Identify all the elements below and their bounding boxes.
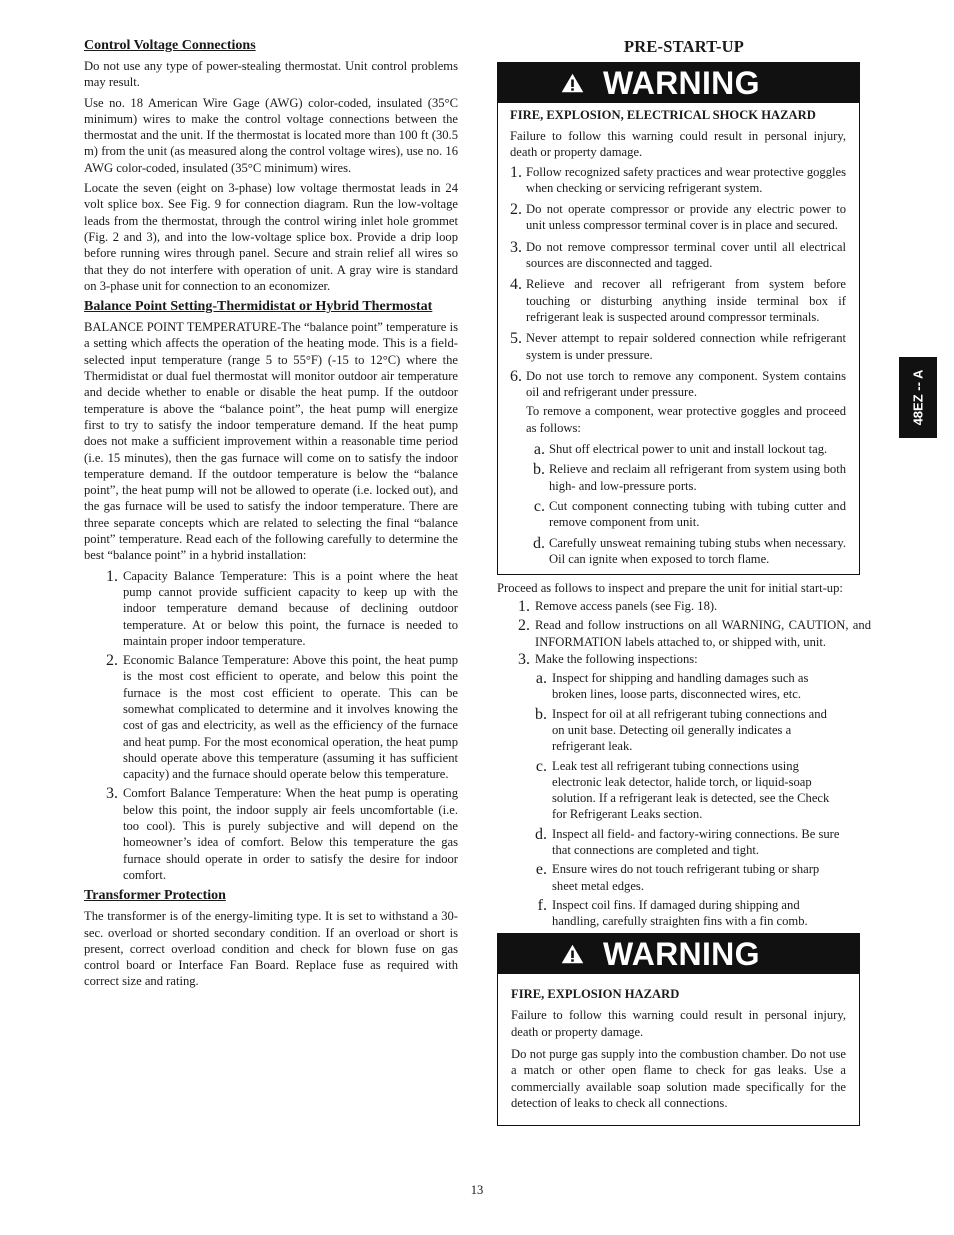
list-item-text: Inspect for oil at all refrigerant tubing connections and on unit base. Detecting oil generally indicates a refrigerant leak. [552,706,827,754]
list-item [518,617,871,650]
side-tab [899,357,937,438]
list-item-text: Remove access panels (see Fig. 18). [535,599,718,614]
list-item-text: Inspect for shipping and handling damages such as broken lines, loose parts, disconnected wires, etc. [552,671,809,702]
list-item-text: Do not use torch to remove any component. System contains oil and refrigerant under pressure. [526,368,846,400]
page-number: 13 [470,1183,484,1197]
model-label: 48EZ -- A [910,369,926,426]
list-item-number: 1. [518,598,530,616]
list-item-text: Cut component connecting tubing with tubing cutter and remove component from unit. [549,498,846,530]
list-item-text: Carefully unsweat remaining tubing stubs when necessary. Oil can ignite when exposed to torch flame. [549,535,846,566]
list-item-number: 2. [106,652,118,670]
list-item [510,330,846,366]
list-item-body [526,368,846,439]
list-item-number: 5. [510,330,522,348]
hazard-title: FIRE, EXPLOSION HAZARD [511,987,680,1002]
sub-list-item [535,706,840,755]
list-item-text: Inspect all field- and factory-wiring connections. Be sure that connections are completed and tight. [552,826,840,857]
warning-list [510,164,846,439]
list-item-number: 2. [518,617,530,635]
control-voltage-paragraph: Use no. 18 American Wire Gage (AWG) color-coded, insulated (35°C minimum) wires to make the control voltage connections between the thermostat and the unit. If the thermostat is located more than 100 ft (30.5 m) from the unit (as measured along the control voltage wires), use no. 16 AWG color-coded, insulated (35°C minimum) wires. [84,95,458,175]
warning-box-fire [497,933,860,1126]
list-item-text: Economic Balance Temperature: Above this point, the heat pump is the most cost efficient to operate, and below this point the furnace is the most cost efficient to operate. This can be somewhat complicated to determine and it involves knowing the cost of gas and electricity, as well as the efficiency of the furnace and heat pump. For the most economical operation, the heat pump should operate above this temperature (assuming it has sufficient capacity) and the furnace should operate below this temperature. [123,653,458,782]
warning-sublist [510,441,846,570]
left-column [84,37,458,994]
warning-header [498,63,859,103]
right-column [497,37,871,1126]
hazard-title: FIRE, EXPLOSION, ELECTRICAL SHOCK HAZARD [510,108,816,122]
list-item-text: Make the following inspections: [535,652,698,667]
warning-text: Do not purge gas supply into the combustion chamber. Do not use a match or other open flame to check for gas leaks. Use a commercially available soap solution made specifically for the detection of leaks to check all connections. [511,1047,846,1110]
list-item-text: Follow recognized safety practices and wear protective goggles when checking or servicing refrigerant system. [526,164,846,195]
list-item [510,164,846,200]
warning-box-electrical [497,62,860,575]
list-item [106,568,458,649]
list-item-number: 6. [510,367,522,385]
control-voltage-heading: Control Voltage Connections [84,38,256,53]
list-item-text: Inspect coil fins. If damaged during shipping and handling, carefully straighten fins with a fin comb. [552,897,808,929]
warning-intro: Failure to follow this warning could result in personal injury, death or property damage. [511,1008,846,1039]
sub-list-item [535,670,840,703]
control-voltage-paragraph: Locate the seven (eight on 3-phase) low voltage thermostat leads in 24 volt splice box. See Fig. 9 for connection diagram. Run the low-voltage leads from the thermostat, through the control wiring inlet hole grommet (Fig. 2 and 3), and into the low-voltage splice box. Provide a drip loop before running wires through panel. Secure and strain relief all wires so that they do not interfere with operation of unit. A gray wire is standard on 3-phase unit for connection to an economizer. [84,181,458,293]
list-item-letter: b. [533,461,545,479]
list-item-text: Never attempt to repair soldered connection while refrigerant system is under pressure. [526,331,846,362]
list-item-letter: d. [533,534,545,552]
balance-point-intro: BALANCE POINT TEMPERATURE-The “balance point” temperature is a setting which affects the operation of the heating mode. This is a field-selected input temperature (range 5 to 55°F) (-15 to 12°C) where the Thermidistat or dual fuel thermostat will monitor outdoor air temperature and decide whether to enable or disable the heat pump. If the outdoor temperature is above the “balance point”, the heat pump will energize first to try to satisfy the indoor temperature demand. If the heat pump does not make a sufficient improvement within a reasonable time period (i.e. 15 minutes), then the gas furnace will come on to satisfy the indoor temperature demand. If the outdoor temperature is below the “balance point”, the heat pump will not be allowed to operate (i.e. locked out), and the gas furnace will be used to satisfy the indoor temperature. There are three separate concepts which are related to selecting the final “balance point” temperature. Read each of the following carefully to determine the best “balance point” in a hybrid installation: [84,320,458,563]
pre-start-up-title: PRE-START-UP [623,37,745,56]
list-item [510,239,846,275]
list-item-number: 4. [510,276,522,294]
list-item [106,652,458,782]
list-item-text: Read and follow instructions on all WARNING, CAUTION, and INFORMATION labels attached to, or shipped with, unit. [535,618,871,649]
list-item-letter: b. [535,705,547,723]
list-item-letter: c. [535,757,547,775]
sub-list-item [535,861,840,894]
list-item-text: Comfort Balance Temperature: When the heat pump is operating below this point, the indoor supply air feels uncomfortable (i.e. too cool). This is purely subjective and will depend on the homeowner’s idea of comfort. Below this temperature the gas furnace should operate in order to satisfy the desire for indoor comfort. [123,786,458,882]
warning-body [498,974,859,1125]
sub-list-item [532,535,846,571]
list-item-text: Capacity Balance Temperature: This is a point where the heat pump cannot provide sufficient capacity to keep up with the indoor temperature demand because of declining outdoor temperature. At or below this point, the furnace is needed to maintain proper indoor temperature. [123,568,458,648]
balance-point-list [84,568,458,884]
list-item [518,651,871,669]
warning-label: WARNING [603,64,760,101]
list-item-text: Do not operate compressor or provide any electric power to unit unless compressor terminal cover is in place and secured. [526,202,846,233]
list-item [510,201,846,237]
control-voltage-paragraph: Do not use any type of power-stealing thermostat. Unit control problems may result. [84,59,458,90]
list-item [106,785,458,883]
transformer-paragraph: The transformer is of the energy-limiting type. It is set to withstand a 30-sec. overload or shorted secondary condition. If an overload or short is present, correct overload condition and check for blown fuse on gas control board or Interface Fan Board. Replace fuse as required with correct size and rating. [84,909,458,989]
list-item-number: 1. [106,567,118,585]
sub-list-item [535,897,840,930]
pre-start-steps [497,598,871,669]
list-item-number: 2. [510,201,522,219]
list-item-number: 3. [106,785,118,803]
warning-triangle-icon [561,944,584,964]
inspection-list [497,670,871,929]
list-item-letter: f. [537,896,547,914]
proceed-paragraph: Proceed as follows to inspect and prepare the unit for initial start-up: [497,581,843,596]
list-item-number: 3. [510,238,522,256]
sub-list-item [532,461,846,497]
list-item [510,276,846,328]
list-item-letter: e. [535,861,547,879]
list-item-letter: d. [535,825,547,843]
warning-header [498,934,859,974]
list-item [510,368,846,439]
list-item-text: Shut off electrical power to unit and install lockout tag. [549,442,828,457]
list-item-number: 1. [510,163,522,181]
balance-point-heading: Balance Point Setting-Thermidistat or Hybrid Thermostat [84,299,433,315]
list-item-letter: c. [533,497,545,515]
warning-intro: Failure to follow this warning could result in personal injury, death or property damage. [510,129,846,160]
warning-label: WARNING [603,935,760,972]
list-item-text: Relieve and recover all refrigerant from system before touching or disturbing anything inside terminal box if refrigerant leak is suspected around compressor terminals. [526,277,846,324]
list-item-continuation: To remove a component, wear protective goggles and proceed as follows: [526,404,846,435]
list-item-letter: a. [535,670,547,688]
list-item [518,598,871,616]
list-item-letter: a. [533,441,545,459]
warning-body [498,103,859,574]
sub-list-item [535,826,840,859]
sub-list-item [532,441,846,460]
list-item-text: Do not remove compressor terminal cover until all electrical sources are disconnected and tagged. [526,239,846,271]
sub-list-item [535,758,840,823]
list-item-number: 3. [518,651,530,669]
sub-list-item [532,498,846,534]
transformer-heading: Transformer Protection [84,888,226,904]
list-item-text: Relieve and reclaim all refrigerant from system using both high- and low-pressure ports. [549,462,846,493]
warning-triangle-icon [561,73,584,93]
list-item-text: Leak test all refrigerant tubing connections using electronic leak detector, halide torch, or liquid-soap solution. If a refrigerant leak is detected, see the Check for Refrigerant Leaks section. [552,758,830,822]
list-item-text: Ensure wires do not touch refrigerant tubing or sharp sheet metal edges. [552,862,820,893]
